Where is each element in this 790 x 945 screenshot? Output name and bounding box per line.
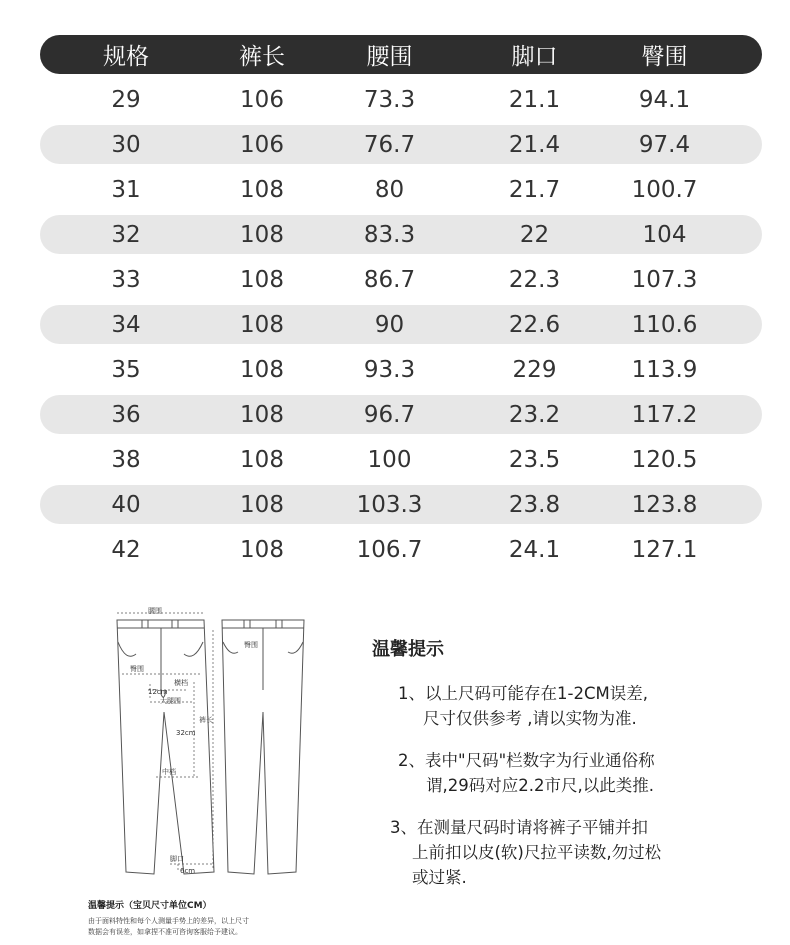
cell-length: 108: [240, 266, 284, 293]
label-hem: 脚口: [170, 855, 184, 863]
cell-size: 40: [111, 491, 141, 518]
label-12cm: 12cm: [148, 688, 168, 696]
cell-hem: 22: [519, 221, 550, 248]
label-32cm: 32cm: [176, 729, 196, 737]
header-hip: 臀围: [641, 44, 688, 70]
header-length: 裤长: [239, 44, 285, 70]
cell-hem: 21.7: [508, 176, 561, 203]
cell-hip: 100.7: [631, 176, 698, 203]
table-row: [40, 485, 762, 524]
cell-waist: 80: [374, 176, 405, 203]
cell-hem: 22.6: [508, 311, 561, 338]
label-length: 裤长: [199, 716, 213, 724]
cell-hip: 117.2: [631, 401, 698, 428]
diagram-note-line-1: 由于面料特性和每个人测量手势上的差异，以上尺寸: [88, 917, 249, 925]
label-hip-front: 臀围: [130, 665, 144, 673]
table-row: [40, 215, 762, 254]
label-waist: 腰围: [148, 607, 162, 615]
cell-waist: 100: [367, 446, 412, 473]
table-row: [40, 170, 762, 209]
cell-hip: 123.8: [631, 491, 698, 518]
cell-hem: 22.3: [508, 266, 561, 293]
cell-length: 106: [240, 131, 284, 158]
cell-length: 108: [240, 491, 284, 518]
cell-hip: 104: [642, 221, 687, 248]
tip-line: 或过紧.: [412, 868, 467, 887]
cell-waist: 106.7: [356, 536, 423, 563]
label-knee: 中档: [162, 768, 176, 776]
cell-size: 36: [111, 401, 141, 428]
cell-waist: 83.3: [363, 221, 416, 248]
cell-size: 32: [111, 221, 141, 248]
tip-line: 尺寸仅供参考 ,请以实物为准.: [423, 709, 637, 728]
cell-hem: 23.2: [508, 401, 561, 428]
cell-length: 108: [240, 536, 284, 563]
cell-hip: 127.1: [631, 536, 698, 563]
size-table: [40, 35, 762, 569]
cell-waist: 73.3: [363, 86, 416, 113]
label-6cm: 6cm: [180, 867, 196, 875]
cell-size: 29: [111, 86, 141, 113]
table-row: [40, 305, 762, 344]
tip-line: 2、表中"尺码"栏数字为行业通俗称: [398, 751, 655, 770]
table-row: [40, 260, 762, 299]
table-row: [40, 125, 762, 164]
diagram-note-line-2: 数据会有误差，如拿捏不准可咨询客服给予建议。: [88, 928, 242, 936]
header-size: 规格: [103, 44, 149, 70]
tips-section: [372, 635, 767, 907]
tip-line: 上前扣以皮(软)尺拉平读数,勿过松: [412, 843, 662, 862]
header-waist: 腰围: [366, 44, 413, 70]
tips-title: 温馨提示: [372, 639, 444, 660]
cell-hip: 107.3: [631, 266, 698, 293]
table-row: [40, 530, 762, 569]
cell-hip: 120.5: [631, 446, 698, 473]
cell-length: 108: [240, 356, 284, 383]
cell-waist: 90: [374, 311, 405, 338]
cell-length: 108: [240, 311, 284, 338]
cell-hem: 21.1: [508, 86, 561, 113]
table-row: [40, 395, 762, 434]
cell-hem: 21.4: [508, 131, 561, 158]
tip-item: [372, 748, 767, 798]
table-row: [40, 80, 762, 119]
pants-outline-illustration: [82, 602, 350, 897]
label-crotch: 横档: [174, 679, 188, 687]
tip-line: 1、以上尺码可能存在1-2CM误差,: [398, 684, 648, 703]
tip-item: [372, 815, 767, 890]
cell-hip: 113.9: [631, 356, 698, 383]
cell-length: 108: [240, 446, 284, 473]
cell-size: 38: [111, 446, 141, 473]
tip-item: [372, 681, 767, 731]
cell-hip: 94.1: [638, 86, 691, 113]
table-row: [40, 440, 762, 479]
cell-size: 42: [111, 536, 141, 563]
pants-measurement-diagram: [82, 602, 350, 942]
cell-hem: 23.8: [508, 491, 561, 518]
cell-size: 30: [111, 131, 141, 158]
cell-length: 108: [240, 221, 284, 248]
cell-waist: 76.7: [363, 131, 416, 158]
diagram-note-title: 温馨提示（宝贝尺寸单位CM）: [88, 901, 212, 911]
cell-waist: 103.3: [356, 491, 423, 518]
label-thigh: 大腿围: [160, 697, 181, 705]
label-hip-back: 臀围: [244, 641, 258, 649]
tip-line: 谓,29码对应2.2市尺,以此类推.: [426, 776, 654, 795]
cell-hem: 23.5: [508, 446, 561, 473]
cell-size: 35: [111, 356, 141, 383]
cell-size: 31: [111, 176, 141, 203]
cell-hem: 24.1: [508, 536, 561, 563]
tip-line: 3、在测量尺码时请将裤子平铺并扣: [390, 818, 648, 837]
cell-length: 108: [240, 401, 284, 428]
cell-waist: 93.3: [363, 356, 416, 383]
cell-hem: 229: [512, 356, 557, 383]
cell-size: 34: [111, 311, 141, 338]
cell-hip: 110.6: [631, 311, 698, 338]
cell-size: 33: [111, 266, 141, 293]
header-hem: 脚口: [511, 44, 558, 70]
table-row: [40, 350, 762, 389]
cell-waist: 96.7: [363, 401, 416, 428]
cell-length: 106: [240, 86, 284, 113]
cell-hip: 97.4: [638, 131, 691, 158]
cell-length: 108: [240, 176, 284, 203]
table-header: [40, 35, 762, 74]
cell-waist: 86.7: [363, 266, 416, 293]
